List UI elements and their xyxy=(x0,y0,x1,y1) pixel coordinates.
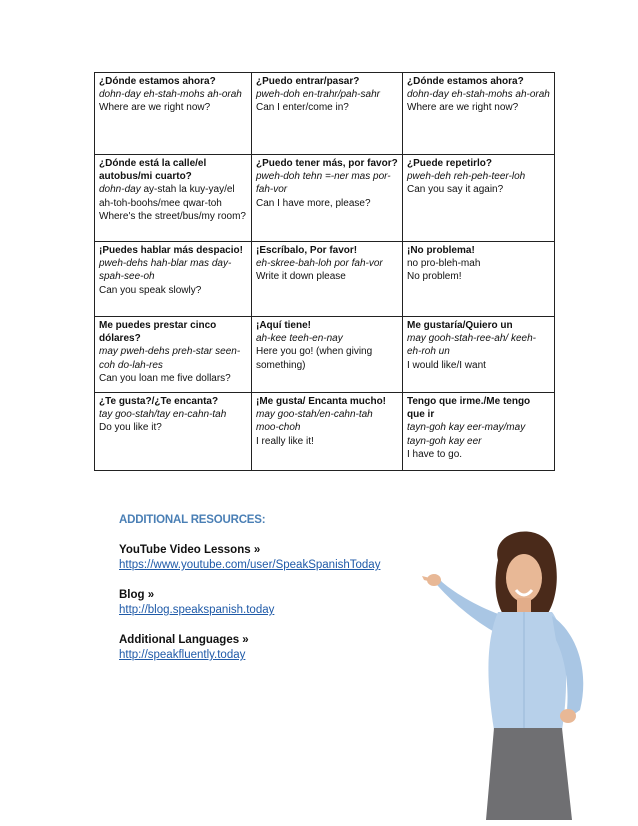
pointing-woman-photo xyxy=(420,520,620,820)
table-row xyxy=(95,155,555,242)
translation: Can you loan me five dollars? xyxy=(99,372,231,384)
translation: No problem! xyxy=(407,271,462,283)
pronunciation: dohn-day eh-stah-mohs ah-orah xyxy=(407,89,550,101)
phrase: ¿Dónde está la calle/el autobus/mi cuarto? xyxy=(99,158,207,183)
resources-heading: ADDITIONAL RESOURCES: xyxy=(119,514,266,526)
translation: Can I have more, please? xyxy=(256,197,371,209)
phrase: ¿Puede repetirlo? xyxy=(407,158,493,169)
table-row xyxy=(95,73,555,155)
translation: Write it down please xyxy=(256,271,346,283)
languages-title: Additional Languages » xyxy=(119,634,249,646)
translation: Where are we right now? xyxy=(407,102,519,114)
blog-link[interactable]: http://blog.speakspanish.today xyxy=(119,604,275,616)
translation: I really like it! xyxy=(256,435,314,447)
translation: Where are we right now? xyxy=(99,102,211,114)
phrase-cell xyxy=(95,73,252,155)
pronunciation-plain: ay-stah la kuy-yay/el ah-toh-boohs/mee qwar-toh xyxy=(99,184,235,209)
pronunciation: ah-kee teeh-en-nay xyxy=(256,333,343,345)
blog-resource xyxy=(119,588,419,618)
phrase: ¿Puedo entrar/pasar? xyxy=(256,76,360,87)
phrase-cell xyxy=(95,317,252,393)
phrase: ¡Escríbalo, Por favor! xyxy=(256,245,358,256)
phrase-cell xyxy=(95,155,252,242)
phrase: Tengo que irme./Me tengo que ir xyxy=(407,396,531,421)
phrase: ¿Dónde estamos ahora? xyxy=(407,76,524,87)
phrase: ¡No problema! xyxy=(407,245,475,256)
translation: Where's the street/bus/my room? xyxy=(99,210,246,222)
translation: Do you like it? xyxy=(99,422,162,434)
translation: I would like/I want xyxy=(407,359,486,371)
pronunciation: tay goo-stah/tay en-cahn-tah xyxy=(99,409,227,421)
phrase: ¿Te gusta?/¿Te encanta? xyxy=(99,396,219,407)
translation: Can I enter/come in? xyxy=(256,102,349,114)
table-row xyxy=(95,393,555,471)
phrase: Me puedes prestar cinco dólares? xyxy=(99,320,217,345)
pronunciation: pweh-doh tehn =-ner mas por-fah-vor xyxy=(256,171,391,196)
phrase: ¡Puedes hablar más despacio! xyxy=(99,245,243,256)
youtube-resource xyxy=(119,543,419,573)
pronunciation-plain: no pro-bleh-mah xyxy=(407,258,481,270)
phrase-cell xyxy=(403,317,555,393)
additional-resources xyxy=(119,513,419,678)
phrase-cell xyxy=(403,73,555,155)
pronunciation: may pweh-dehs preh-star seen-coh do-lah-res xyxy=(99,346,241,371)
phrase: Me gustaría/Quiero un xyxy=(407,320,513,331)
pronunciation: may gooh-stah-ree-ah/ keeh-eh-roh un xyxy=(407,333,536,358)
phrase-cell xyxy=(252,317,403,393)
phrase-cell xyxy=(252,155,403,242)
pronunciation: tayn-goh kay eer-may/may tayn-goh kay eer xyxy=(407,422,526,447)
phrase-cell xyxy=(252,393,403,471)
phrase-cell xyxy=(403,242,555,317)
phrase: ¿Dónde estamos ahora? xyxy=(99,76,216,87)
table-row xyxy=(95,317,555,393)
pronunciation: pweh-doh en-trahr/pah-sahr xyxy=(256,89,380,101)
pronunciation: may goo-stah/en-cahn-tah moo-choh xyxy=(256,409,373,434)
languages-link[interactable]: http://speakfluently.today xyxy=(119,649,246,661)
table-row xyxy=(95,242,555,317)
pronunciation: dohn-day eh-stah-mohs ah-orah xyxy=(99,89,242,101)
pronunciation: pweh-deh reh-peh-teer-loh xyxy=(407,171,526,183)
phrase-table xyxy=(94,72,555,471)
pronunciation: dohn-day xyxy=(99,184,141,196)
pronunciation: eh-skree-bah-loh por fah-vor xyxy=(256,258,383,270)
phrase: ¡Me gusta/ Encanta mucho! xyxy=(256,396,387,407)
blog-title: Blog » xyxy=(119,589,155,601)
youtube-title: YouTube Video Lessons » xyxy=(119,544,261,556)
youtube-link[interactable]: https://www.youtube.com/user/SpeakSpanishToday xyxy=(119,559,381,571)
translation: Here you go! (when giving something) xyxy=(256,346,373,371)
translation: Can you speak slowly? xyxy=(99,284,202,296)
translation: I have to go. xyxy=(407,448,463,460)
phrase-cell xyxy=(252,242,403,317)
pronunciation: pweh-dehs hah-blar mas day-spah-see-oh xyxy=(99,258,232,283)
phrase-cell xyxy=(403,155,555,242)
phrase-cell xyxy=(95,242,252,317)
phrase: ¡Aquí tiene! xyxy=(256,320,311,331)
phrase-cell xyxy=(95,393,252,471)
phrase-cell xyxy=(252,73,403,155)
pronunciation-line xyxy=(99,183,247,209)
phrase: ¿Puedo tener más, por favor? xyxy=(256,158,398,169)
translation: Can you say it again? xyxy=(407,184,504,196)
phrase-cell xyxy=(403,393,555,471)
languages-resource xyxy=(119,633,419,663)
